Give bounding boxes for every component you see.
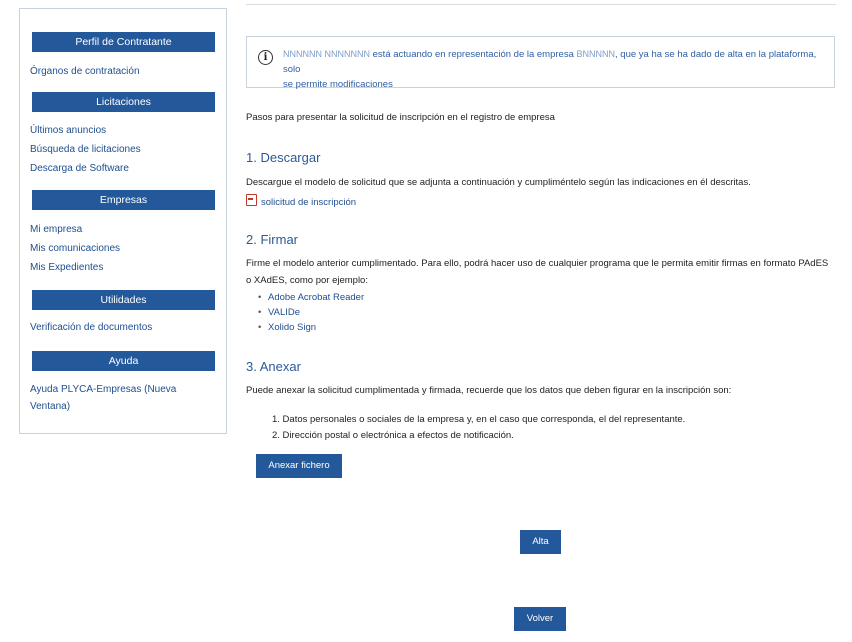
link-ultimos-anuncios[interactable]: Últimos anuncios: [30, 125, 107, 136]
alta-button[interactable]: Alta: [520, 530, 561, 554]
intro-text: Pasos para presentar la solicitud de inscripción en el registro de empresa: [246, 112, 555, 123]
step3-text: Puede anexar la solicitud cumplimentada y firmada, recuerde que los datos que deben figurar en la inscripción son:: [246, 385, 732, 396]
required-data-item-1: 1. Datos personales o sociales de la empresa y, en el caso que corresponda, el del representante.: [272, 414, 686, 425]
info-text-part3: se permite modificaciones: [283, 79, 393, 90]
section-header-perfil: Perfil de Contratante: [32, 32, 215, 52]
attach-file-button[interactable]: Anexar fichero: [256, 454, 342, 478]
section-header-empresas: Empresas: [32, 190, 215, 210]
company-name: BNNNNN: [576, 49, 616, 59]
link-descarga-software[interactable]: Descarga de Software: [30, 163, 129, 174]
pdf-icon: [246, 194, 257, 206]
section-header-utilidades: Utilidades: [32, 290, 215, 310]
link-ayuda-plyca-line1[interactable]: Ayuda PLYCA-Empresas (Nueva: [30, 384, 177, 395]
section-header-ayuda: Ayuda: [32, 351, 215, 371]
volver-button[interactable]: Volver: [514, 607, 566, 631]
step2-text-line1: Firme el modelo anterior cumplimentado. Para ello, podrá hacer uso de cualquier programa que le permita emitir firmas en formato PAdES: [246, 258, 829, 269]
info-text-part1: está actuando en representación de la empresa: [372, 49, 574, 60]
info-notice: [246, 36, 835, 88]
step2-title: 2. Firmar: [246, 232, 298, 247]
step1-title: 1. Descargar: [246, 150, 321, 165]
download-link[interactable]: [246, 194, 356, 208]
required-data-item-2: 2. Dirección postal o electrónica a efectos de notificación.: [272, 430, 514, 441]
download-link-label: solicitud de inscripción: [261, 197, 357, 208]
link-mis-expedientes[interactable]: Mis Expedientes: [30, 262, 104, 273]
step3-title: 3. Anexar: [246, 359, 301, 374]
link-mi-empresa[interactable]: Mi empresa: [30, 224, 83, 235]
link-organos-contratacion[interactable]: Órganos de contratación: [30, 66, 140, 77]
info-icon: i: [258, 50, 273, 65]
link-busqueda-licitaciones[interactable]: Búsqueda de licitaciones: [30, 144, 141, 155]
link-xolido-sign[interactable]: • Xolido Sign: [268, 322, 316, 333]
link-valide[interactable]: • VALIDe: [268, 307, 300, 318]
representative-name: NNNNNN NNNNNNN: [283, 49, 370, 59]
step2-text-line2: o XAdES, como por ejemplo:: [246, 275, 368, 286]
top-divider: [246, 4, 836, 5]
link-adobe-reader[interactable]: • Adobe Acrobat Reader: [268, 292, 364, 303]
section-header-licitaciones: Licitaciones: [32, 92, 215, 112]
sidebar-menu: [19, 8, 227, 434]
link-mis-comunicaciones[interactable]: Mis comunicaciones: [30, 243, 121, 254]
step1-text: Descargue el modelo de solicitud que se adjunta a continuación y cumpliméntelo según las indicaciones en él descritas.: [246, 177, 751, 188]
link-verificacion-documentos[interactable]: Verificación de documentos: [30, 322, 153, 333]
link-ayuda-plyca-line2[interactable]: Ventana): [30, 401, 71, 412]
info-text-part2: , que ya ha se ha dado de alta en la plataforma, solo: [283, 49, 817, 75]
info-message: [283, 47, 828, 92]
